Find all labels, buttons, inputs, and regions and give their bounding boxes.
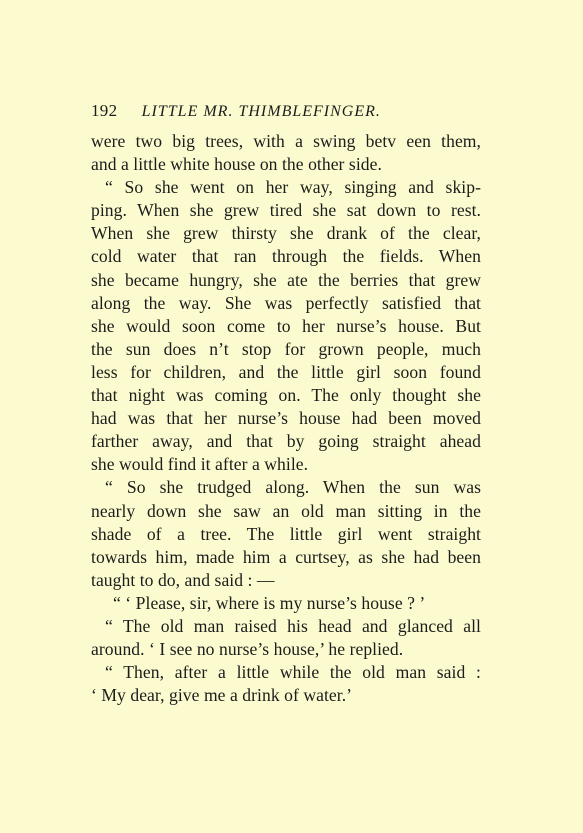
text-line: “ ‘ Please, sir, where is my nurse’s house ? ’ — [113, 592, 426, 613]
text-line: the sun does n’t stop for grown people, much — [91, 338, 481, 359]
text-line: “ So she went on her way, singing and skip- — [105, 177, 481, 198]
text-line: towards him, made him a curtsey, as she had been — [91, 546, 481, 567]
text-line: were two big trees, with a swing betv een them, — [91, 131, 481, 151]
text-line: less for children, and the little girl soon found — [91, 361, 481, 382]
text-line: ‘ My dear, give me a drink of water.’ — [91, 685, 353, 706]
text-line: that night was coming on. The only thought she — [91, 385, 481, 406]
running-title: LITTLE MR. THIMBLEFINGER. — [141, 103, 381, 120]
text-line: ping. When she grew tired she sat down to rest. — [91, 200, 481, 221]
text-line: cold water that ran through the fields. When — [91, 246, 481, 267]
text-line: she would soon come to her nurse’s house. But — [91, 315, 481, 336]
text-line: When she grew thirsty she drank of the clear, — [91, 223, 481, 244]
text-line: farther away, and that by going straight ahead — [91, 431, 481, 452]
text-line: had was that her nurse’s house had been moved — [91, 408, 481, 429]
page-header — [91, 99, 491, 123]
text-line: and a little white house on the other side. — [91, 154, 382, 175]
body-text — [91, 130, 481, 707]
text-line: “ So she trudged along. When the sun was — [105, 477, 481, 498]
page-number: 192 — [91, 101, 118, 120]
text-line: she would find it after a while. — [91, 454, 309, 475]
text-line: she became hungry, she ate the berries that grew — [91, 269, 481, 290]
text-line: “ The old man raised his head and glanced all — [105, 615, 481, 636]
text-line: along the way. She was perfectly satisfied that — [91, 292, 481, 313]
text-line: “ Then, after a little while the old man said : — [105, 662, 481, 683]
text-line: taught to do, and said : — — [91, 569, 275, 590]
text-line: shade of a tree. The little girl went straight — [91, 523, 481, 544]
text-line: around. ‘ I see no nurse’s house,’ he replied. — [91, 639, 404, 660]
text-line: nearly down she saw an old man sitting in the — [91, 500, 481, 521]
